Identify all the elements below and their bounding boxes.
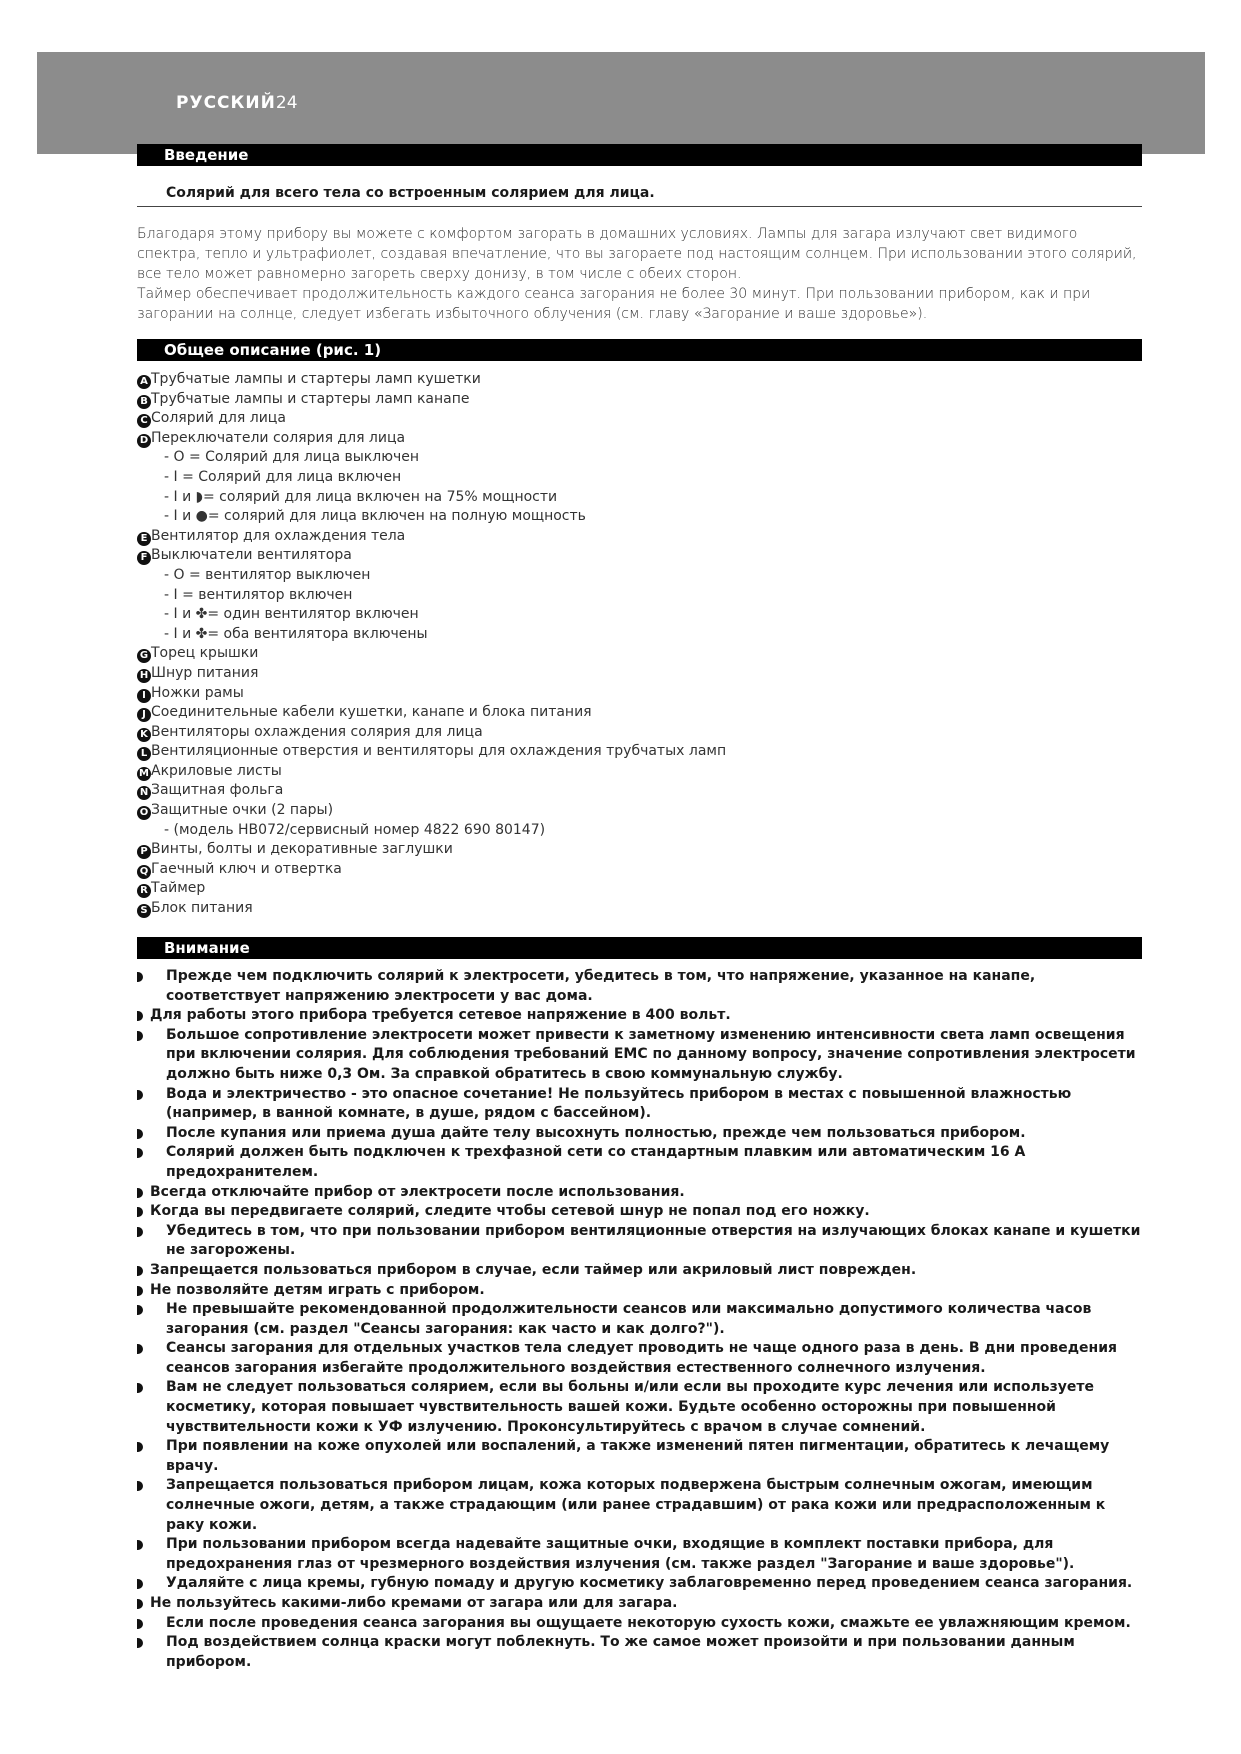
warning-item-text: Не превышайте рекомендованной продолжительности сеансов или максимально допустимого количества часов загорания (см. раздел "Сеансы загорания: как часто и как долго?"). <box>166 1301 1092 1337</box>
description-subitem: - I и ◗= солярий для лица включен на 75% мощности <box>164 488 558 505</box>
warning-item-text: Сеансы загорания для отдельных участков тела следует проводить не чаще одного раза в день. В дни проведения сеансов загорания избегайте продолжительного воздействия естественного солнечного излучения. <box>166 1340 1117 1376</box>
bullet-icon <box>137 1129 143 1139</box>
bullet-icon <box>137 1442 143 1452</box>
bullet-icon <box>137 1619 143 1629</box>
warning-item <box>137 1594 1142 1614</box>
description-item <box>137 664 1137 684</box>
letter-badge: L <box>137 747 151 761</box>
description-subitem: - I = вентилятор включен <box>164 586 353 603</box>
warning-item <box>137 1006 1142 1026</box>
warning-item <box>137 1281 1142 1301</box>
description-item <box>137 429 1137 449</box>
bullet-icon <box>137 1148 143 1158</box>
intro-text <box>137 224 1142 324</box>
bullet-icon <box>137 1031 143 1041</box>
warning-item-text: Для работы этого прибора требуется сетевое напряжение в 400 вольт. <box>150 1007 731 1024</box>
bullet-icon <box>137 1011 143 1021</box>
bullet-icon <box>137 1266 143 1276</box>
description-subitem: - (модель HB072/сервисный номер 4822 690 80147) <box>164 821 546 838</box>
warning-item <box>137 1183 1142 1203</box>
description-item-text: Торец крышки <box>151 645 259 662</box>
bullet-icon <box>137 1090 143 1100</box>
warning-item-text: Всегда отключайте прибор от электросети после использования. <box>150 1183 685 1200</box>
bullet-icon <box>137 1188 143 1198</box>
letter-badge: Q <box>137 865 151 879</box>
bullet-icon <box>137 1540 143 1550</box>
warning-item-text: Солярий должен быть подключен к трехфазной сети со стандартным плавким или автоматическим 16 A предохранителем. <box>166 1144 1026 1180</box>
warning-item <box>137 1437 1142 1476</box>
warning-item <box>137 1143 1142 1182</box>
letter-badge: N <box>137 786 151 800</box>
description-subitem: - I и ●= солярий для лица включен на полную мощность <box>164 508 586 525</box>
warning-item <box>137 1124 1142 1144</box>
description-item-text: Трубчатые лампы и стартеры ламп кушетки <box>151 371 481 387</box>
section-bar-intro: Введение <box>137 144 1142 166</box>
bullet-icon <box>137 1579 143 1589</box>
description-item <box>137 390 1137 410</box>
letter-badge: C <box>137 414 151 428</box>
description-subitem: - O = вентилятор выключен <box>164 566 371 583</box>
letter-badge: B <box>137 395 151 409</box>
warning-item <box>137 1300 1142 1339</box>
warning-item <box>137 1378 1142 1437</box>
letter-badge: O <box>137 806 151 820</box>
intro-paragraph-2: Таймер обеспечивает продолжительность каждого сеанса загорания не более 30 минут. При пользовании прибором, как и при загорании на солнце, следует избегать избыточного облучения (см. главу «Загорание и ваше здоровье»). <box>137 286 1091 322</box>
letter-badge: H <box>137 669 151 683</box>
letter-badge: G <box>137 649 151 663</box>
warning-item <box>137 1261 1142 1281</box>
description-item <box>137 801 1137 821</box>
description-item <box>137 742 1137 762</box>
warning-item-text: Запрещается пользоваться прибором в случае, если таймер или акриловый лист поврежден. <box>150 1261 917 1278</box>
description-item <box>137 899 1137 919</box>
letter-badge: F <box>137 551 151 565</box>
bullet-icon <box>137 1227 143 1237</box>
bullet-icon <box>137 1383 143 1393</box>
warning-item <box>137 1085 1142 1124</box>
description-item-text: Винты, болты и декоративные заглушки <box>151 841 453 858</box>
bullet-icon <box>137 1344 143 1354</box>
description-item-text: Ножки рамы <box>151 684 244 701</box>
description-subitem: - I и ✤= оба вентилятора включены <box>164 625 428 642</box>
description-subitem: - O = Солярий для лица выключен <box>164 449 420 466</box>
warning-item-text: Под воздействием солнца краски могут поблекнуть. То же самое может произойти и при пользовании данным прибором. <box>166 1634 1075 1670</box>
warning-item-text: Запрещается пользоваться прибором лицам, кожа которых подвержена быстрым солнечным ожогам, имеющим солнечные ожоги, детям, а также страдающим (или ранее страдавшим) от рака кожи или предрасположенным к раку кожи. <box>166 1477 1106 1533</box>
letter-badge: R <box>137 884 151 898</box>
description-item <box>137 781 1137 801</box>
bullet-icon <box>137 1599 143 1609</box>
description-item-text: Вентилятор для охлаждения тела <box>151 527 406 544</box>
description-item-text: Вентиляционные отверстия и вентиляторы для охлаждения трубчатых ламп <box>151 743 727 760</box>
letter-badge: I <box>137 689 151 703</box>
description-item <box>137 860 1137 880</box>
intro-paragraph-1: Благодаря этому прибору вы можете с комфортом загорать в домашних условиях. Лампы для загара излучают свет видимого спектра, тепло и ультрафиолет, создавая впечатление, что вы загораете под настоящим солнцем. При использовании этого солярий, все тело может равномерно загореть сверху донизу, в том числе с обеих сторон. <box>137 226 1137 282</box>
description-item <box>137 879 1137 899</box>
bullet-icon <box>137 972 143 982</box>
description-item-text: Трубчатые лампы и стартеры ламп канапе <box>151 390 470 407</box>
warning-item-text: Не пользуйтесь какими-либо кремами от загара или для загара. <box>150 1595 678 1611</box>
section-bar-description: Общее описание (рис. 1) <box>137 339 1142 361</box>
description-item <box>137 527 1137 547</box>
description-item-text: Таймер <box>151 880 206 897</box>
description-item-text: Защитная фольга <box>151 782 284 799</box>
description-item-text: Солярий для лица <box>151 410 286 427</box>
warning-item <box>137 1222 1142 1261</box>
page-number: 24 <box>275 93 298 113</box>
description-item-text: Акриловые листы <box>151 762 282 779</box>
letter-badge: K <box>137 728 151 742</box>
warning-item <box>137 967 1142 1006</box>
description-item-text: Гаечный ключ и отвертка <box>151 860 342 877</box>
bullet-icon <box>137 1305 143 1315</box>
letter-badge: S <box>137 904 151 918</box>
bullet-icon <box>137 1638 143 1648</box>
warning-item-text: Удаляйте с лица кремы, губную помаду и другую косметику заблаговременно перед проведением сеанса загорания. <box>166 1575 1133 1592</box>
warning-list <box>137 967 1142 1672</box>
warning-item-text: При появлении на коже опухолей или воспалений, а также изменений пятен пигментации, обратитесь к лечащему врачу. <box>166 1438 1110 1474</box>
warning-item-text: Если после проведения сеанса загорания вы ощущаете некоторую сухость кожи, смажьте ее увлажняющим кремом. <box>166 1614 1131 1631</box>
description-item-text: Вентиляторы охлаждения солярия для лица <box>151 723 483 740</box>
description-item-text: Соединительные кабели кушетки, канапе и блока питания <box>151 704 592 721</box>
description-item <box>137 723 1137 743</box>
description-subitem: - I и ✤= один вентилятор включен <box>164 606 419 623</box>
description-subitem: - I = Солярий для лица включен <box>164 468 402 485</box>
bullet-icon <box>137 1286 143 1296</box>
description-item <box>137 840 1137 860</box>
letter-badge: D <box>137 434 151 448</box>
warning-item-text: При пользовании прибором всегда надевайте защитные очки, входящие в комплект поставки прибора, для предохранения глаз от чрезмерного воздействия излучения (см. также раздел "Загорание и ваше здоровье"). <box>166 1536 1075 1572</box>
description-item-text: Выключатели вентилятора <box>151 547 352 564</box>
description-item <box>137 703 1137 723</box>
warning-item-text: Не позволяйте детям играть с прибором. <box>150 1281 485 1298</box>
letter-badge: J <box>137 708 151 722</box>
intro-subtitle: Солярий для всего тела со встроенным солярием для лица. <box>137 183 1142 207</box>
description-item-text: Шнур питания <box>151 664 259 681</box>
description-item-text: Блок питания <box>151 900 253 917</box>
warning-item-text: После купания или приема душа дайте телу высохнуть полностью, прежде чем пользоваться прибором. <box>166 1124 1026 1141</box>
warning-item <box>137 1202 1142 1222</box>
warning-item <box>137 1574 1142 1594</box>
warning-item-text: Прежде чем подключить солярий к электросети, убедитесь в том, что напряжение, указанное на канапе, соответствует напряжению электросети у вас дома. <box>166 968 1036 1004</box>
letter-badge: E <box>137 532 151 546</box>
language-label: РУССКИЙ <box>176 93 276 113</box>
description-item <box>137 762 1137 782</box>
description-item-text: Защитные очки (2 пары) <box>151 802 334 819</box>
warning-item <box>137 1614 1142 1634</box>
description-item <box>137 370 1137 390</box>
warning-item <box>137 1476 1142 1535</box>
warning-item <box>137 1026 1142 1085</box>
description-item <box>137 684 1137 704</box>
letter-badge: P <box>137 845 151 859</box>
description-item-text: Переключатели солярия для лица <box>151 429 406 446</box>
letter-badge: M <box>137 767 151 781</box>
warning-item <box>137 1339 1142 1378</box>
letter-badge: A <box>137 375 151 389</box>
warning-item <box>137 1535 1142 1574</box>
warning-item-text: Вода и электричество - это опасное сочетание! Не пользуйтесь прибором в местах с повышенной влажностью (например, в ванной комнате, в душе, рядом с бассейном). <box>166 1085 1072 1122</box>
description-item <box>137 546 1137 566</box>
bullet-icon <box>137 1481 143 1491</box>
page-header <box>176 93 298 113</box>
warning-item-text: Убедитесь в том, что при пользовании прибором вентиляционные отверстия на излучающих блоках канапе и кушетки не загорожены. <box>166 1222 1141 1259</box>
warning-item-text: Вам не следует пользоваться солярием, если вы больны и/или если вы проходите курс лечения или используете косметику, которая повышает чувствительность вашей кожи. Будьте особенно осторожны при повышенной чувствительности кожи к УФ излучению. Проконсультируйтесь с врачом в случае сомнений. <box>166 1379 1094 1435</box>
warning-item-text: Когда вы передвигаете солярий, следите чтобы сетевой шнур не попал под его ножку. <box>150 1203 870 1220</box>
section-bar-warning: Внимание <box>137 937 1142 959</box>
description-item <box>137 409 1137 429</box>
description-item <box>137 644 1137 664</box>
description-list <box>137 370 1137 919</box>
warning-item <box>137 1633 1142 1672</box>
warning-item-text: Большое сопротивление электросети может привести к заметному изменению интенсивности света ламп освещения при включении солярия. Для соблюдения требований EMC по данному вопросу, значение сопротивления электросети должно быть ниже 0,3 Ом. За справкой обратитесь в свою коммунальную службу. <box>166 1026 1136 1082</box>
bullet-icon <box>137 1207 143 1217</box>
